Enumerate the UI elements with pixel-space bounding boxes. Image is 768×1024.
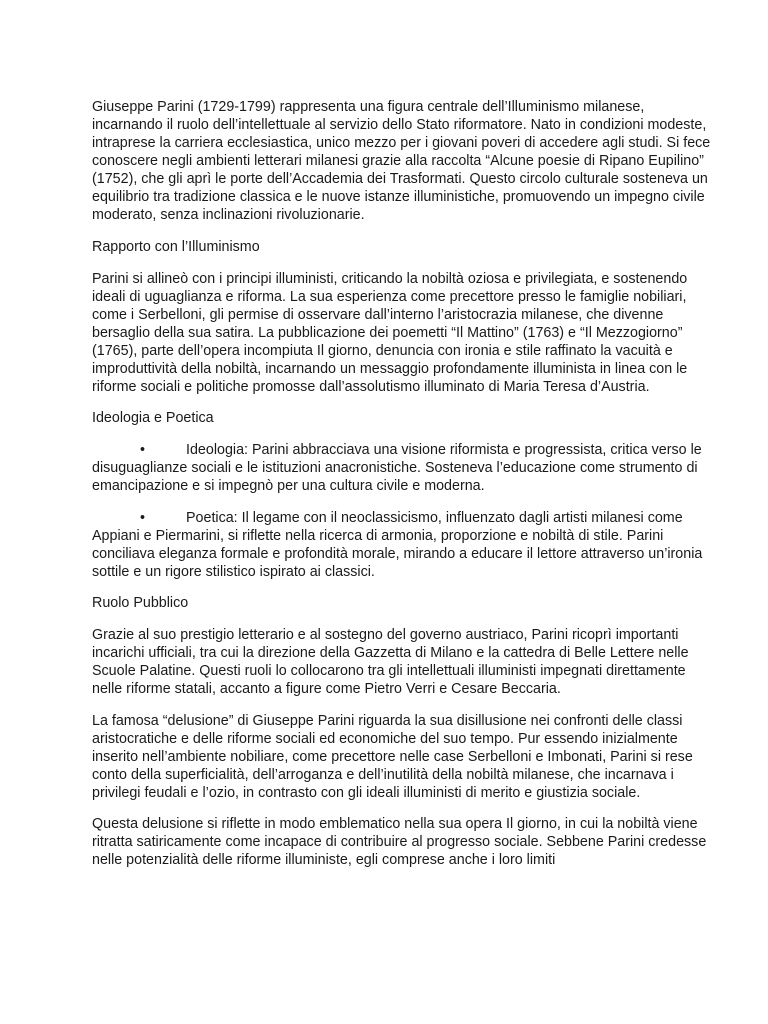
section-heading-ruolo: Ruolo Pubblico	[92, 595, 189, 611]
illuminismo-paragraph: Parini si allineò con i principi illuministi, criticando la nobiltà oziosa e privilegiata, e sostenendo ideali di uguaglianza e riforma. La sua esperienza come precettore presso le famiglie nobiliari, come i Serbelloni, gli permise di osservare dall’interno l’aristocrazia milanese, che divenne bersaglio della sua satira. La pubblicazione dei poemetti “Il Mattino” (1763) e “Il Mezzogiorno” (1765), parte dell’opera incompiuta Il giorno, denuncia con ironia e stile raffinato la vacuità e improduttività della nobiltà, incarnando un messaggio profondamente illuminista in linea con le riforme sociali e politiche promosse dall’assolutismo illuminato di Maria Teresa d’Austria.	[92, 270, 688, 395]
bullet-item-ideologia	[92, 441, 712, 495]
bullet-icon: •	[140, 442, 146, 458]
ruolo-paragraph-3: Questa delusione si riflette in modo emblematico nella sua opera Il giorno, in cui la nobiltà viene ritratta satiricamente come incapace di contribuire al progresso sociale. Sebbene Parini credesse nelle potenzialità delle riforme illuministe, egli comprese anche i loro limiti	[92, 816, 707, 868]
ruolo-paragraph-2: La famosa “delusione” di Giuseppe Parini riguarda la sua disillusione nei confronti delle classi aristocratiche e delle riforme sociali ed economiche del suo tempo. Pur essendo inizialmente inserito nell’ambiente nobiliare, come precettore nelle case Serbelloni e Imbonati, Parini si rese conto della superficialità, dell’arroganza e dell’inutilità della nobiltà milanese, che incarnava i privilegi feudali e l’ozio, in contrasto con gli ideali illuministi di merito e giustizia sociale.	[92, 712, 693, 801]
bullet-text: Ideologia: Parini abbracciava una visione riformista e progressista, critica verso le disuguaglianze sociali e le istituzioni anacronistiche. Sosteneva l’educazione come strumento di emancipazione e si impegnò per una cultura civile e moderna.	[92, 442, 702, 494]
bullet-text: Poetica: Il legame con il neoclassicismo, influenzato dagli artisti milanesi come Appiani e Piermarini, si riflette nella ricerca di armonia, proporzione e nobiltà di stile. Parini conciliava eleganza formale e profondità morale, mirando a educare il lettore attraverso un’ironia sottile e un rigore stilistico ispirato ai classici.	[92, 509, 703, 580]
section-heading-ideologia: Ideologia e Poetica	[92, 410, 214, 426]
bullet-item-poetica	[92, 509, 712, 581]
ruolo-paragraph-1: Grazie al suo prestigio letterario e al sostegno del governo austriaco, Parini ricoprì importanti incarichi ufficiali, tra cui la direzione della Gazzetta di Milano e la cattedra di Belle Lettere nelle Scuole Palatine. Questi ruoli lo collocarono tra gli intellettuali illuministi impegnati direttamente nelle riforme statali, accanto a figure come Pietro Verri e Cesare Beccaria.	[92, 627, 689, 697]
section-heading-illuminismo: Rapporto con l’Illuminismo	[92, 238, 260, 255]
intro-paragraph: Giuseppe Parini (1729-1799) rappresenta una figura centrale dell’Illuminismo milanese, incarnando il ruolo dell’intellettuale al servizio dello Stato riformatore. Nato in condizioni modeste, intraprese la carriera ecclesiastica, unico mezzo per i giovani poveri di accedere agli studi. Si fece conoscere negli ambienti letterari milanesi grazie alla raccolta “Alcune poesie di Ripano Eupilino” (1752), che gli aprì le porte dell’Accademia dei Trasformati. Questo circolo culturale sosteneva un equilibrio tra tradizione classica e le nuove istanze illuministiche, promuovendo un impegno civile moderato, senza inclinazioni rivoluzionarie.	[92, 99, 711, 223]
document-page	[92, 98, 712, 883]
bullet-icon: •	[140, 509, 146, 526]
